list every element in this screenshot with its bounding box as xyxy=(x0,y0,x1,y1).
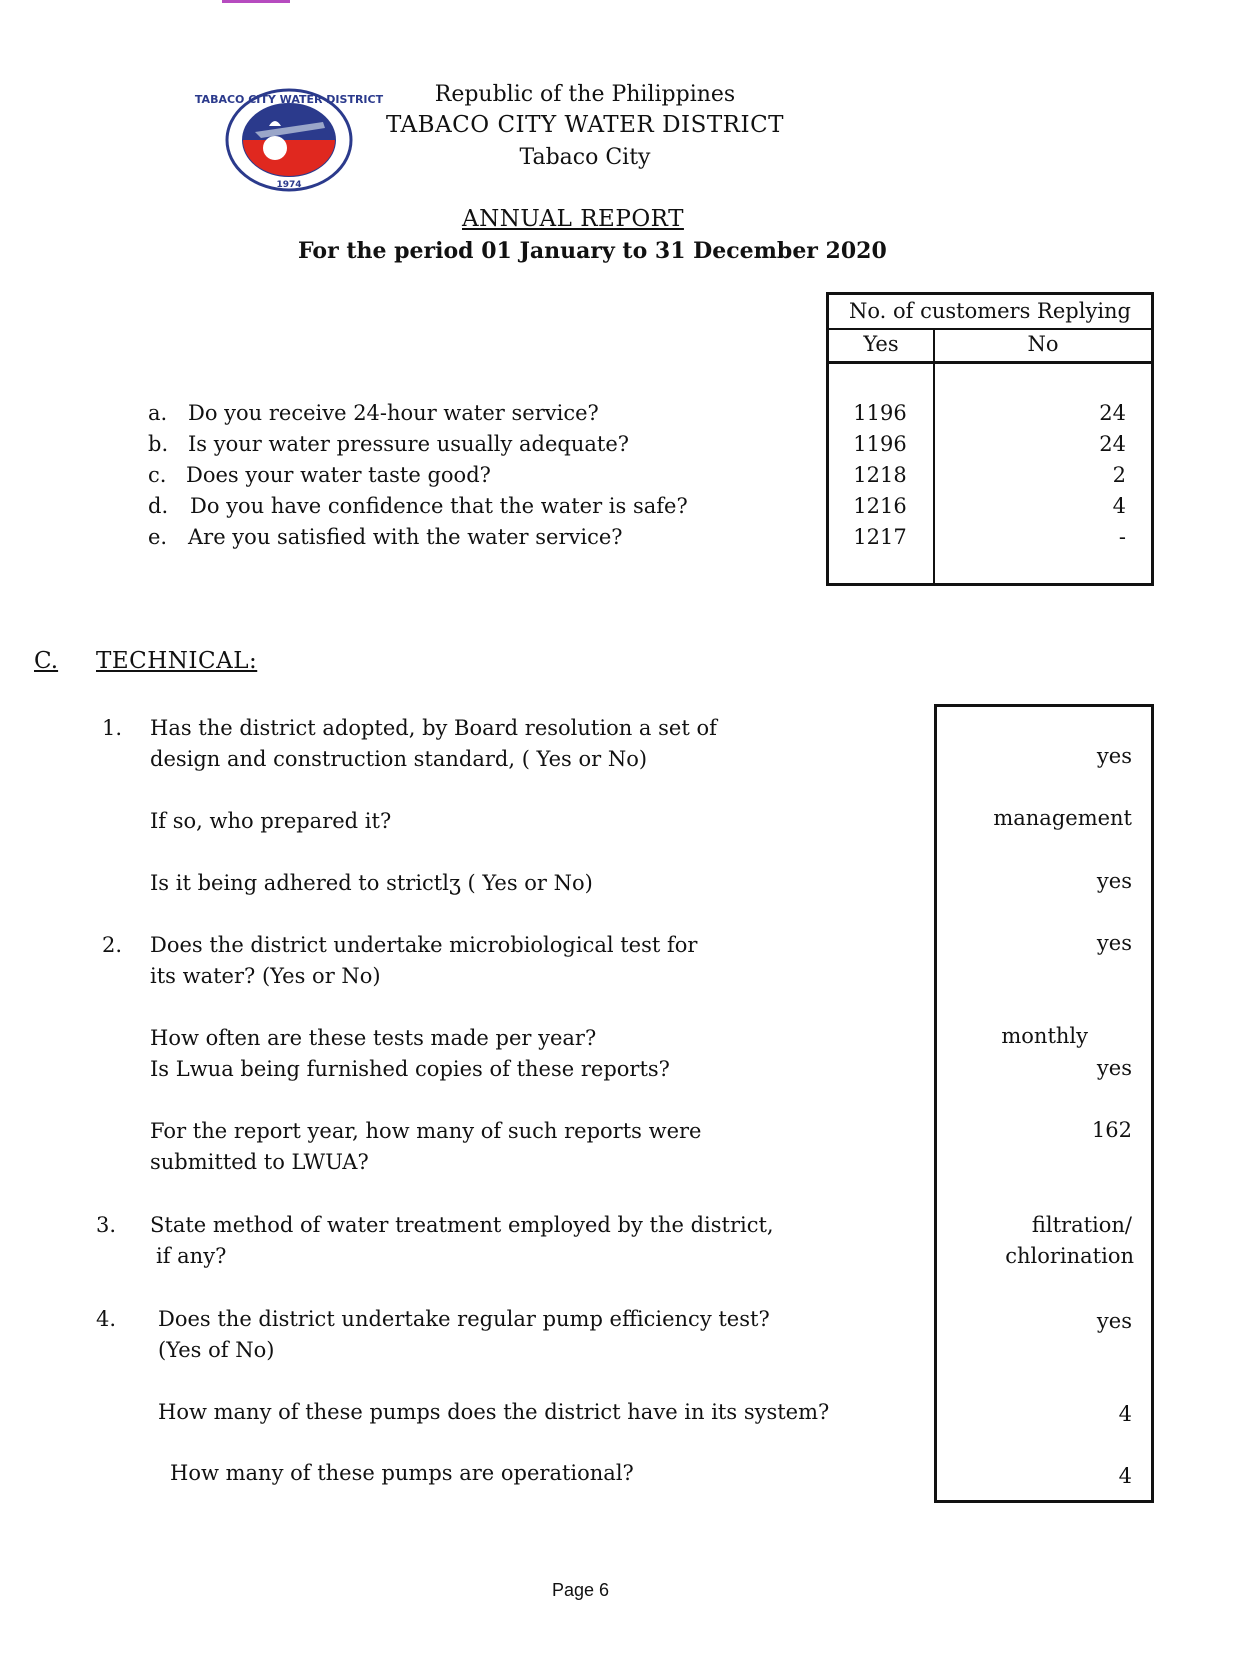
section-letter: C. xyxy=(34,648,59,674)
answer-value: 4 xyxy=(1118,1464,1132,1488)
answer-value: 4 xyxy=(1118,1402,1132,1426)
answer-value: yes xyxy=(1096,869,1132,893)
question-text: Is your water pressure usually adequate? xyxy=(188,432,630,456)
question-line: Is it being adhered to strictlʒ ( Yes or No) xyxy=(150,871,593,895)
answer-value: chlorination xyxy=(1005,1244,1134,1268)
question-text: Does your water taste good? xyxy=(186,463,491,487)
yes-count: 1216 xyxy=(853,494,907,518)
question-line: State method of water treatment employed by the district, xyxy=(150,1213,774,1237)
yes-count: 1217 xyxy=(853,525,907,549)
item-number: 1. xyxy=(102,716,123,740)
question-letter: b. xyxy=(148,432,169,456)
no-count: 2 xyxy=(1112,463,1126,487)
item-number: 4. xyxy=(96,1307,117,1331)
report-title: ANNUAL REPORT xyxy=(462,206,684,232)
question-line: Does the district undertake regular pump efficiency test? xyxy=(158,1307,770,1331)
column-header-yes: Yes xyxy=(863,332,899,356)
question-line: How often are these tests made per year? xyxy=(150,1026,597,1050)
question-line: Has the district adopted, by Board resolution a set of xyxy=(150,716,717,740)
yes-count: 1218 xyxy=(853,463,907,487)
question-letter: d. xyxy=(148,494,169,518)
answer-value: yes xyxy=(1096,1056,1132,1080)
answer-value: yes xyxy=(1096,744,1132,768)
header-district-name: TABACO CITY WATER DISTRICT xyxy=(385,112,785,138)
logo-year: 1974 xyxy=(276,180,302,190)
answer-value: yes xyxy=(1096,931,1132,955)
question-text: Do you receive 24-hour water service? xyxy=(188,401,599,425)
yes-count: 1196 xyxy=(853,401,907,425)
question-text: Are you satisfied with the water service? xyxy=(188,525,623,549)
top-edge-mark xyxy=(222,0,290,3)
answer-value: 162 xyxy=(1091,1118,1132,1142)
header-republic: Republic of the Philippines xyxy=(434,82,736,107)
report-period: For the period 01 January to 31 December 2020 xyxy=(298,238,887,264)
question-line: if any? xyxy=(156,1244,227,1268)
logo-text: TABACO CITY WATER DISTRICT xyxy=(194,93,384,106)
question-letter: e. xyxy=(148,525,168,549)
header-divider xyxy=(829,361,1151,364)
no-count: 4 xyxy=(1112,494,1126,518)
question-line: design and construction standard, ( Yes or No) xyxy=(150,747,648,771)
answer-value: filtration/ xyxy=(1031,1213,1132,1237)
question-line: its water? (Yes or No) xyxy=(150,964,381,988)
question-line: How many of these pumps does the district have in its system? xyxy=(158,1400,830,1424)
question-line: If so, who prepared it? xyxy=(150,809,392,833)
question-line: For the report year, how many of such reports were xyxy=(150,1119,702,1143)
answer-value: monthly xyxy=(1001,1024,1088,1048)
question-line: Is Lwua being furnished copies of these reports? xyxy=(150,1057,670,1081)
page-number: Page 6 xyxy=(552,1580,610,1600)
answer-value: management xyxy=(993,806,1132,830)
no-count: 24 xyxy=(1099,401,1126,425)
column-header-no: No xyxy=(1027,332,1059,356)
no-count: 24 xyxy=(1099,432,1126,456)
question-text: Do you have confidence that the water is safe? xyxy=(190,494,688,518)
question-letter: c. xyxy=(148,463,167,487)
section-title: TECHNICAL: xyxy=(96,648,258,674)
question-line: submitted to LWUA? xyxy=(150,1150,369,1174)
header-city: Tabaco City xyxy=(519,145,651,170)
no-count: - xyxy=(1118,525,1126,549)
question-line: How many of these pumps are operational? xyxy=(170,1461,634,1485)
answer-value: yes xyxy=(1096,1309,1132,1333)
item-number: 2. xyxy=(102,933,123,957)
survey-caption: No. of customers Replying xyxy=(829,295,1151,330)
question-line: (Yes of No) xyxy=(158,1338,275,1362)
district-seal-logo xyxy=(194,88,384,192)
yes-count: 1196 xyxy=(853,432,907,456)
item-number: 3. xyxy=(96,1213,117,1237)
question-letter: a. xyxy=(148,401,168,425)
column-divider xyxy=(933,328,935,583)
question-line: Does the district undertake microbiological test for xyxy=(150,933,698,957)
